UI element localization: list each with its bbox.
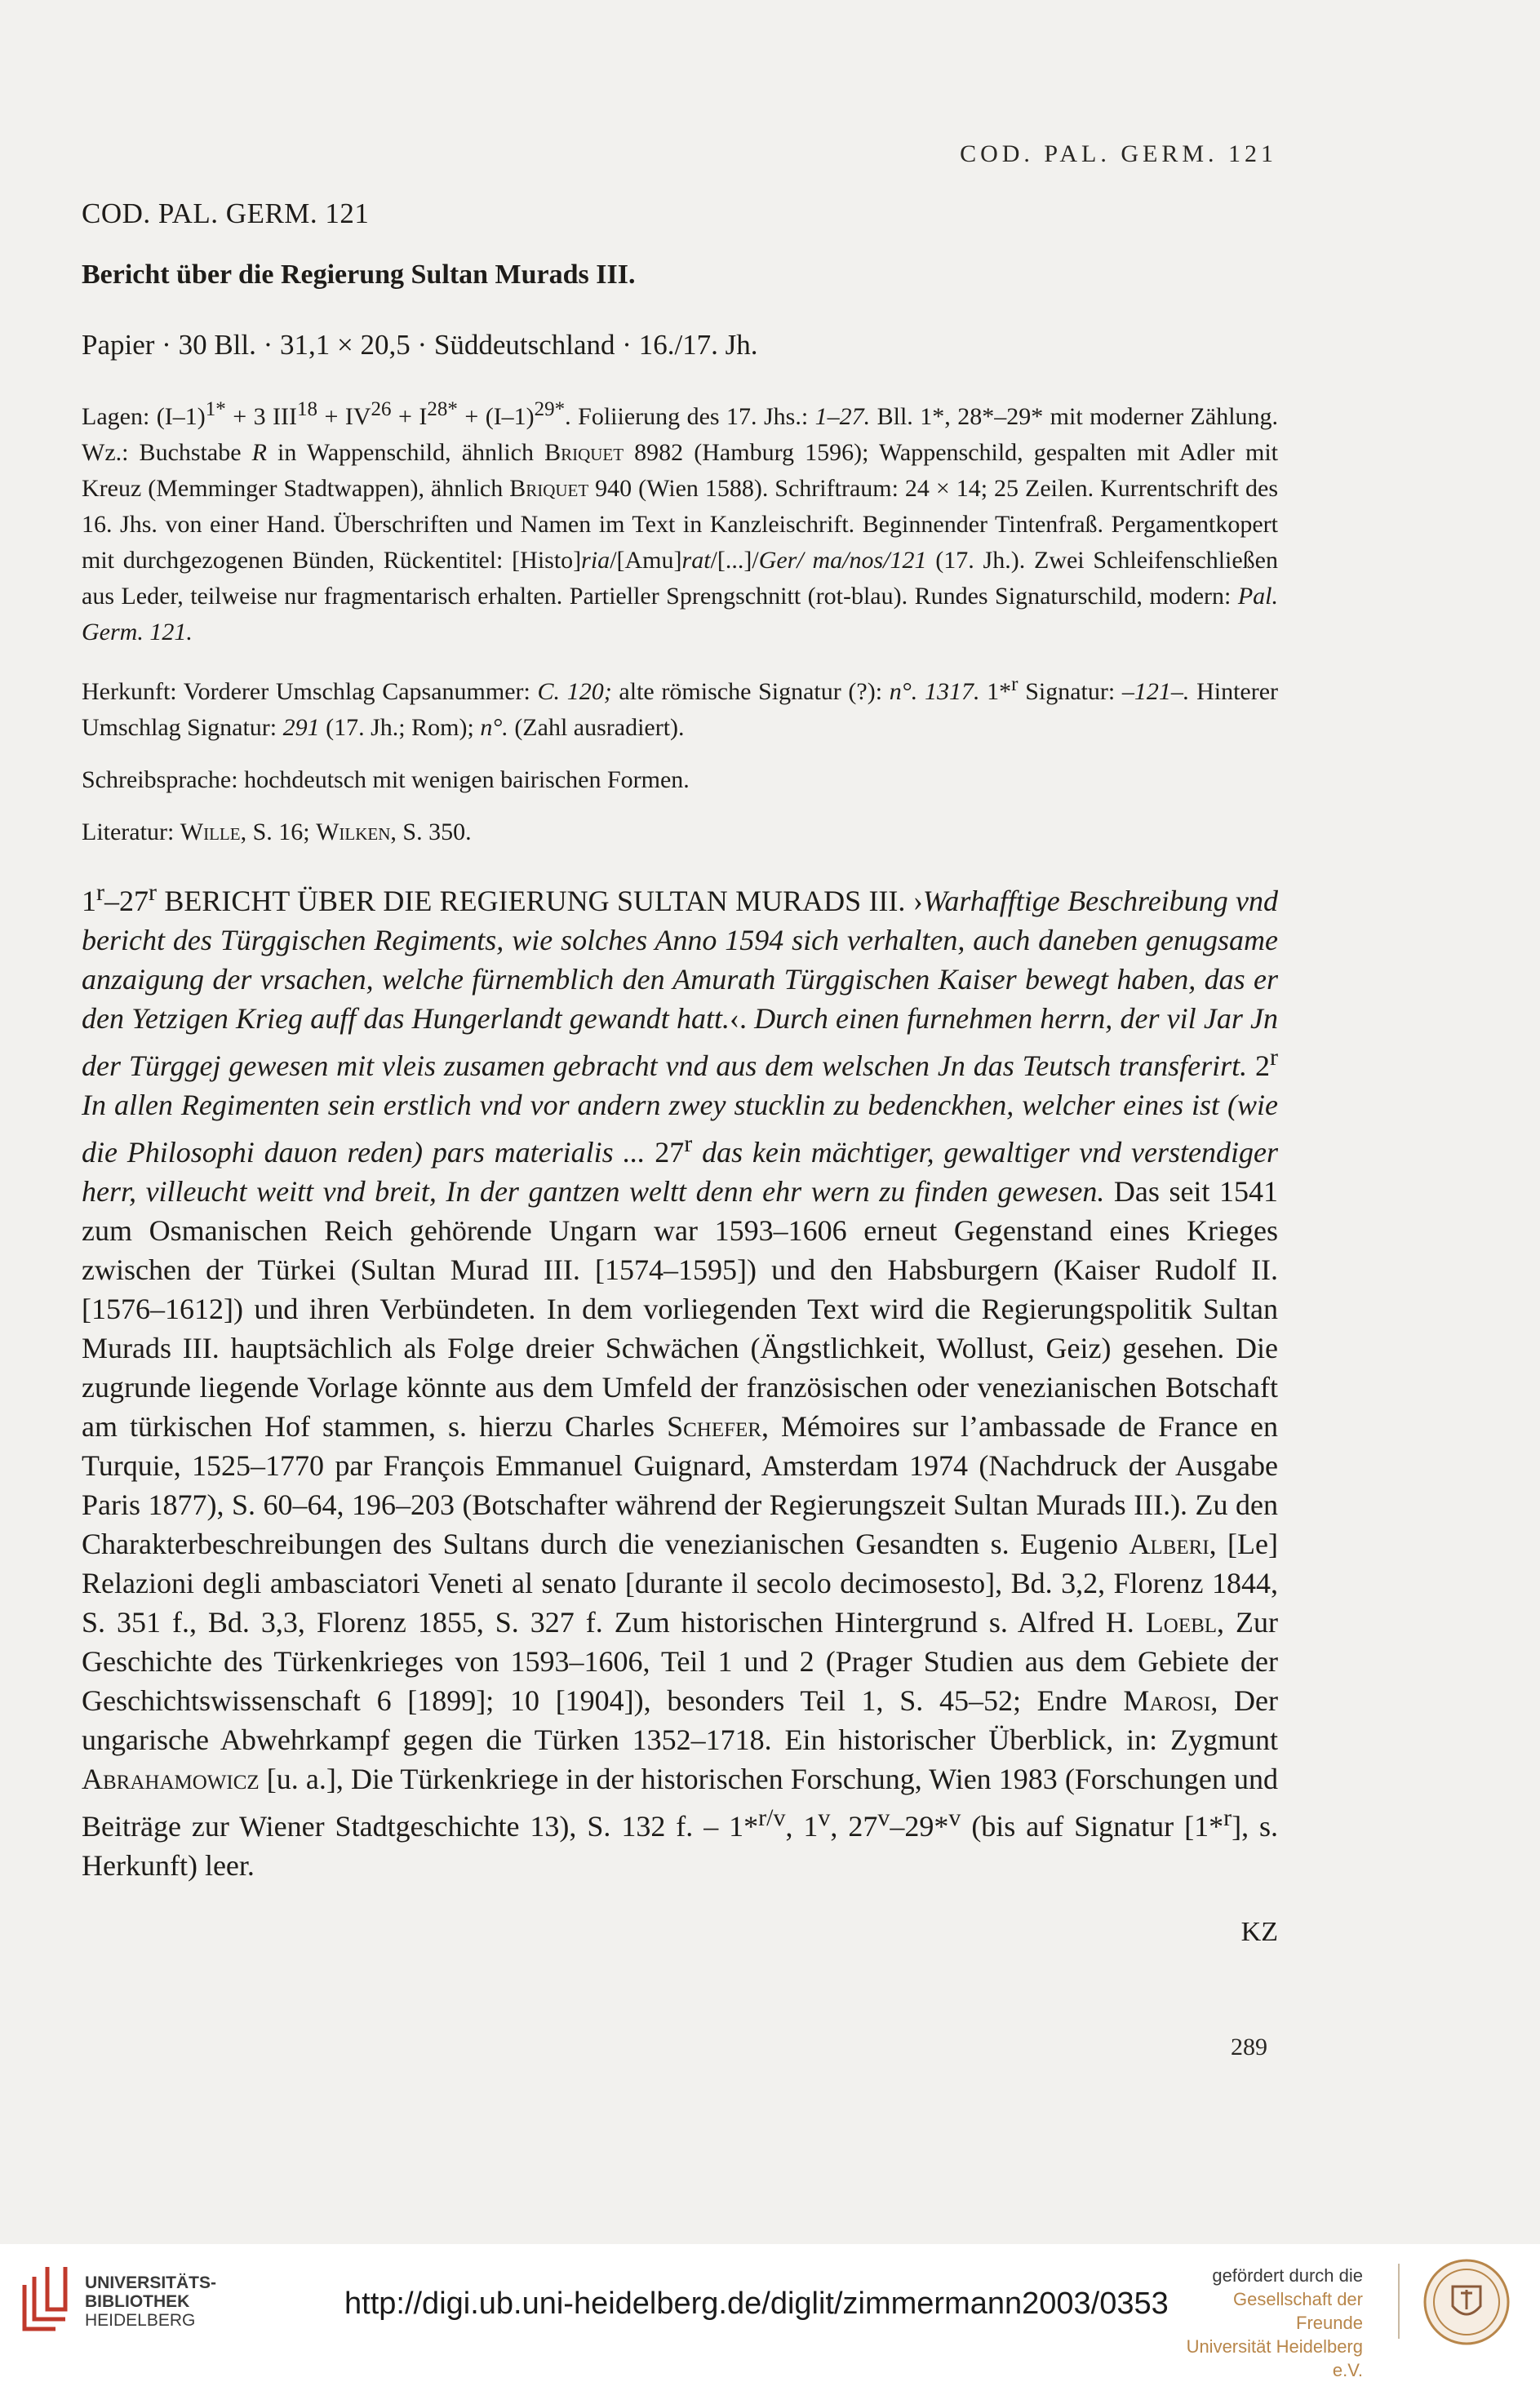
author-initials: KZ [1240, 1916, 1278, 1947]
university-seal-icon [1422, 2257, 1511, 2347]
herkunft-paragraph: Herkunft: Vorderer Umschlag Capsanummer: C. 120; alte römische Signatur (?): n°. 1317. 1*$^r$ Signatur: –121–. Hinterer Umschlag Signatur: 291 (17. Jh.; Rom); n°. (Zahl ausradiert). [82, 672, 1279, 741]
footer-divider [1398, 2264, 1400, 2339]
page-number: 289 [1231, 2034, 1267, 2060]
literatur-paragraph: Literatur: Wille, S. 16; Wilken, S. 350. [82, 818, 472, 845]
library-name: UNIVERSITÄTS- BIBLIOTHEK HEIDELBERG [85, 2273, 217, 2330]
digitization-footer [0, 2246, 1540, 2380]
sponsor-credit: gefördert durch die Gesellschaft der Freunde Universität Heidelberg e.V. [1186, 2265, 1363, 2380]
physical-description: Papier · 30 Bll. · 31,1 × 20,5 · Süddeutschland · 16./17. Jh. [82, 329, 758, 361]
catalog-entry [82, 196, 1278, 1950]
running-head: COD. PAL. GERM. 121 [960, 140, 1277, 167]
lagen-paragraph: Lagen: $(I-1)^{1*} + 3$ $III^{18} + IV^{26} + I^{28*} + (I-1)^{29*}$. Foliierung des 17. Jhs.: 1–27. Bll. 1*, 28*–29* mit moderner Zählung. Wz.: Buchstabe R in Wappenschild, ähnlich Briquet 8982 (Hamburg 1596); Wappenschild, gespalten mit Adler mit Kreuz (Memminger Stadtwappen), ähnlich Briquet 940 (Wien 1588). Schriftraum: 24 × 14; 25 Zeilen. Kurrentschrift des 16. Jhs. von einer Hand. Überschriften und Namen im Text in Kanzleischrift. Beginnender Tintenfraß. Pergamentkopert mit durchgezogenen Bünden, Rückentitel: [Histo]ria/[Amu]rat/[...]/Ger/ ma/nos/121 (17. Jh.). Zwei Schleifenschließen aus Leder, teilweise nur fragmentarisch erhalten. Partieller Sprengschnitt (rot-blau). Rundes Signaturschild, modern: Pal. Germ. 121. [82, 397, 1279, 645]
schreibsprache-paragraph: Schreibsprache: hochdeutsch mit wenigen bairischen Formen. [82, 765, 690, 793]
entry-heading: COD. PAL. GERM. 121 [82, 197, 370, 229]
ub-heidelberg-logo-icon [15, 2260, 78, 2342]
content-description: 1$^r$–27$^r$ BERICHT ÜBER DIE REGIERUNG SULTAN MURADS III. ›Warhafftige Beschreibung vnd bericht des Türggischen Regiments, wie solches Anno 1594 sich verhalten, auch daneben genugsame anzaigung der vrsachen, welche fürnemblich den Amurath Türggischen Kaiser bewegt haben, das er den Yetzigen Krieg auff das Hungerlandt gewandt hatt.‹. Durch einen furnehmen herrn, der vil Jar Jn der Türggej gewesen mit vleis zusamen gebracht vnd aus dem welschen Jn das Teutsch transferirt. 2$^r$ In allen Regimenten sein erstlich vnd vor andern zwey stucklin zu bedenckhen, welcher eines ist (wie die Philosophi dauon reden) pars materialis ... 27$^r$ das kein mächtiger, gewaltiger vnd verstendiger herr, villeucht weitt vnd breit, In der gantzen weltt denn ehr wern zu finden gewesen. Das seit 1541 zum Osmanischen Reich gehörende Ungarn war 1593–1606 erneut Gegenstand eines Krieges zwischen der Türkei (Sultan Murad III. [1574–1595]) und den Habsburgern (Kaiser Rudolf II. [1576–1612]) und ihren Verbündeten. In dem vorliegenden Text wird die Regierungspolitik Sultan Murads III. hauptsächlich als Folge dreier Schwächen (Ängstlichkeit, Wollust, Geiz) gesehen. Die zugrunde liegende Vorlage könnte aus dem Umfeld der französischen oder venezianischen Botschaft am türkischen Hof stammen, s. hierzu Charles Schefer, Mémoires sur l’ambassade de France en Turquie, 1525–1770 par François Emmanuel Guignard, Amsterdam 1974 (Nachdruck der Ausgabe Paris 1877), S. 60–64, 196–203 (Botschafter während der Regierungszeit Sultan Murads III.). Zu den Charakterbeschreibungen des Sultans durch die venezianischen Gesandten s. Eugenio Alberi, [Le] Relazioni degli ambasciatori Veneti al senato [durante il secolo decimosesto], Bd. 3,2, Florenz 1844, S. 351 f., Bd. 3,3, Florenz 1855, S. 327 f. Zum historischen Hintergrund s. Alfred H. Loebl, Zur Geschichte des Türkenkrieges von 1593–1606, Teil 1 und 2 (Prager Studien aus dem Gebiete der Geschichtswissenschaft 6 [1899]; 10 [1904]), besonders Teil 1, S. 45–52; Endre Marosi, Der ungarische Abwehrkampf gegen die Türken 1352–1718. Ein historischer Überblick, in: Zygmunt Abrahamowicz [u. a.], Die Türkenkriege in der historischen Forschung, Wien 1983 (Forschungen und Beiträge zur Wiener Stadtgeschichte 13), S. 132 f. – 1*$^{r/v}$, 1$^v$, 27$^v$–29*$^v$ (bis auf Signatur [1*$^r$], s. Herkunft) leer. [82, 878, 1279, 1882]
permalink-url[interactable]: http://digi.ub.uni-heidelberg.de/diglit/zimmermann2003/0353 [344, 2287, 1169, 2321]
entry-title: Bericht über die Regierung Sultan Murads III. [82, 259, 636, 290]
